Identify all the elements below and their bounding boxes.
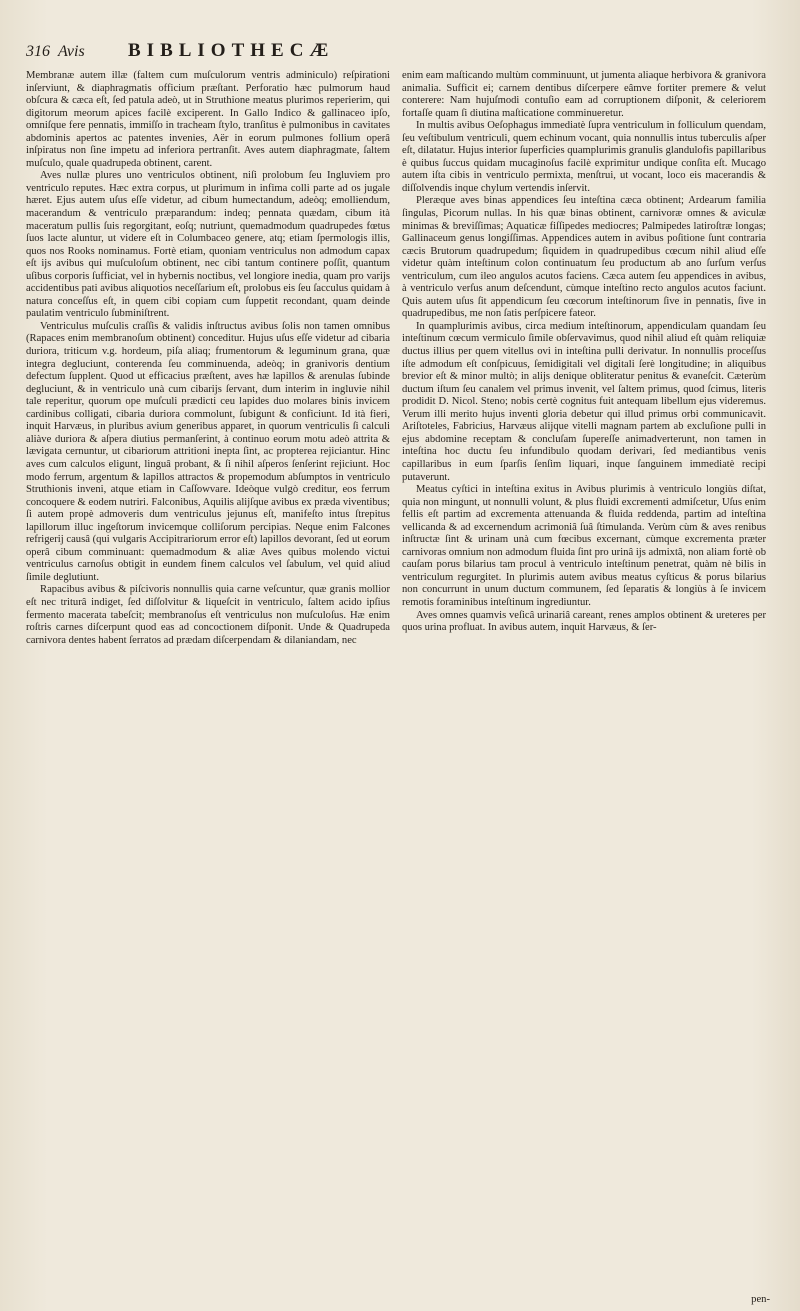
page-number: 316: [26, 43, 50, 60]
paragraph: enim eam maſticando multùm comminuunt, ut jumenta aliaque herbivora & granivora animalia. Sufficit ei; carnem dentibus diſcerpere eâmve fortiter premere & velut conterere: Nam hujuſmodi contuſio eam ad corruptionem diſponit, & celeriorem fortaſſe quam ſi diutina maſticatione comminueretur.: [402, 70, 766, 119]
paragraph: Pleræque aves binas appendices ſeu inteſtina cæca obtinent; Ardearum familia ſingulas, Picorum nullas. In his quæ binas obtinent, carnivoræ omnes & aviculæ minimas & breviſſimas; Aquaticæ fiſſipedes mediocres; Palmipedes latiroſtræ longas; Gallinaceum genus longiſſimas. Appendices autem in avibus poſitione ſunt contraria cæcis Brutorum quadrupedum; ſiquidem in quadrupedibus cœcum nihil aliud eſſe videtur quàm inteſtinum colon continuatum ſeu productum ab ano ſurſum verſus ventriculum, cum ileo angulos acutos faciens. Cæca autem ſeu appendices in avibus, à ventriculo verſus anum deſcendunt, cùmque inteſtino recto angulos acutos faciunt. Quis autem uſus ſit appendicum ſeu cœcorum inteſtinorum ſive in pennatis, ſive in quadrupedibus, me non ſatis perſpicere fateor.: [402, 195, 766, 320]
paragraph: Aves omnes quamvis veſicâ urinariâ careant, renes amplos obtinent & ureteres per quos urina profluat. In avibus autem, inquit Harvæus, & ſer-: [402, 609, 766, 634]
paragraph: Rapacibus avibus & piſcivoris nonnullis quia carne veſcuntur, quæ granis mollior eſt nec triturâ indiget, ſed diſſolvitur & liqueſcit in ventriculo, ſaltem acido ipſius fermento macerata tabeſcit; membranoſus eſt ventriculus non muſculoſus. Hæ enim roſtris carnes diſcerpunt quod eas ad concoctionem diſponit. Unde & Quadrupeda carnivora dentes habent ſerratos ad prædam diſcerpendam & dilaniandam, nec: [26, 584, 390, 646]
section-title: Avis: [58, 43, 85, 60]
catchword: pen-: [751, 1294, 770, 1305]
running-title: BIBLIOTHECÆ: [128, 40, 335, 61]
right-column: [402, 70, 766, 1305]
page-header: [26, 40, 778, 66]
paragraph: Membranæ autem illæ (faltem cum muſculorum ventris adminiculo) reſpirationi inſerviunt, & diaphragmatis officium præſtant. Perforatio hæc pulmorum haud obſcura & cæca eſt, ſed patula adeò, ut in Struthione meatus plurimos reperierim, qui digitorum meorum apices facilè exciperent. In Gallo Indico & gallinaceo ipſo, omniſque fere pennatis, immiſſo in tracheam ſtylo, tranſitus è pulmonibus in cavitates abdominis apertos ac patentes invenies, Aër in eorum pulmones follium operâ inſpiratus non ſine impetu ad inferiora pertranſit. Aves autem diaphragmate, ſaltem muſculo, quale quadrupeda obtinent, carent.: [26, 70, 390, 169]
paragraph: Ventriculus muſculis craſſis & validis inſtructus avibus ſolis non tamen omnibus (Rapaces enim membranoſum obtinent) conceditur. Hujus uſus eſſe videtur ad cibaria duriora, triticum v.g. hordeum, piſa aliaq; frumentorum & leguminum grana, quæ integra degluciunt, conterenda ſeu comminuenda, adeòq; in granivoris dentium defectum ſupplent. Quod ut efficacius præſtent, aves hæ lapillos & arenulas ſubinde degluciunt, & in ventriculo unà cum cibarijs ſervant, dum interim in ingluvie nihil tale reperitur, quorum ope muſculi prædicti ceu lapides duo molares binis invicem cardinibus colligati, cibaria duriora commolunt, ſubigunt & conficiunt. Id ità fieri, inquit Harvæus, in pluribus avium generibus apparet, in quorum ventriculis ſi calculi aliàve duriora & aſpera diutius permanſerint, à continuo eorum motu adeò attrita & lævigata cernuntur, ut cibariorum attritioni inepta ſint, ac propterea rejiciantur. Hinc aves cum calculos eligunt, linguâ probant, & ſi nihil aſperos ſenſerint rejiciunt. Hoc modo ferrum, argentum & lapillos attractos & propemodum abſumptos in ventriculo Struthionis inveni, atque etiam in Caſſowvare. Ideòque vulgò creditur, eos ferrum concoquere & eodem nutriri. Falconibus, Aquilis alijſque avibus ex præda viventibus; ſi autem propè admoveris dum ventriculus jejunus eſt, manifeſto intus ſtrepitus lapillorum illuc ingeſtorum invicemque colliſorum percipias. Neque enim Falcones refrigerij causâ (qui vulgaris Accipitrariorum error eſt) lapillos devorant, ſed ut eorum operâ cibum comminuant: quemadmodum & aliæ Aves quibus molendo victui ventriculus carnoſus obtigit in eundem finem calculos vel ſabulum, vel quid aliud ſimile deglutiunt.: [26, 320, 390, 583]
paragraph: In multis avibus Oeſophagus immediatè ſupra ventriculum in folliculum quendam, ſeu veſtibulum ventriculi, quem echinum vocant, quia nonnullis intus tuberculis aſper eſt, dilatatur. Hujus interior ſuperficies quamplurimis granulis glandulofis papillaribus è quibus ſuccus quidam mucaginoſus facilè exprimitur undique conſita eſt. Mucago autem iſta cibis in ventriculo permixta, menſtrui, ut vocant, loco eis macerandis & diſſolvendis inque chylum vertendis inſervit.: [402, 120, 766, 194]
left-column: [26, 70, 390, 1305]
paragraph: Aves nullæ plures uno ventriculos obtinent, niſi prolobum ſeu Ingluviem pro ventriculo reputes. Hæc extra corpus, ut plurimum in infima colli parte ad os jugale hæret. Ejus autem uſus eſſe videtur, ad cibum humectandum, adeòq; emolliendum, macerandum & ventriculo præparandum: indeq; pennata quædam, cibum ità maceratum pullis ſuis regorgitant, eoſq; nutriunt, quemadmodum quadrupedes fœtus ſuos lacte aluntur, ut videre eſt in Columbaceo genere, atq; etiam ſpermologis illis, quos nos Rooks nominamus. Fortè etiam, quoniam ventriculus non admodum capax eſt ijs avibus qui muſculoſum obtinent, nec cibi tantum continere poſſit, quantum uſibus corporis ſufficiat, vel in hybernis noctibus, vel longiore inedia, quam pro varijs accidentibus pati avibus aliquotios neceſſarium eſt, prolobus eis ſeu ſacculus quidam à natura conceſſus eſt, in quem cibi copiam cum ſuppetit recondant, quam deinde paulatim ventriculo ſubminiſtrent.: [26, 170, 390, 320]
text-columns: [26, 70, 778, 1305]
paragraph: Meatus cyſtici in inteſtina exitus in Avibus plurimis à ventriculo longiùs diſtat, quia non mingunt, ut nonnulli volunt, & plus fluidi excrementi admiſcetur, Uſus enim fellis eſt partim ad excrementa attenuanda & fluida reddenda, partim ad inteſtina vellicanda & ad excernendum acrimoniâ ſuâ ſtimulanda. Verùm cùm & aves renibus inſtructæ ſint & urinam unà cum fœcibus excernant, cùmque excrementa præter carnivoras omnium non admodum fluida ſint pro urinâ ijs admixtâ, non aliam fortè ob cauſam porus bilarius tam procul à ventriculo inteſtinum penetrat, quàm nè bilis in ventriculum regurgitet. In plurimis autem avibus meatus cyſticus & porus bilarius non concurrunt in unum ductum communem, ſed ſeparatis & longiùs à ſe invicem remotis foraminibus inteſtinum ingrediuntur.: [402, 484, 766, 608]
paragraph: In quamplurimis avibus, circa medium inteſtinorum, appendiculam quandam ſeu inteſtinum cœcum vermiculo ſimile obſervavimus, quod nihil aliud eſt quàm reliquiæ ductus illius per quem vitellus ovi in inteſtina pulli derivatur. In nonnullis proceſſus iſte admodum eſt conſpicuus, ſemidigitali vel digitali ſerè longitudine; in aliquibus brevior eſt & minor multò; in alijs denique obliteratur penitus & evaneſcit. Cæterùm ductum iſtum ſeu canalem vel primus invenit, vel ſaltem primus, quod ſcimus, literis prodidit D. Nicol. Steno; nobis certè cognitus fuit antequam libellum ejus videremus. Verum illi merito hujus inventi gloria debetur qui illud primus orbi communicavit. Ariſtoteles, Fabricius, Harvæus alijque vitelli magnam partem ab excluſione pulli in ejus abdomine receptam & concluſam ſupereſſe animadverterunt, non tamen in inteſtina hoc ductu ſeu infundibulo quodam derivari, ſed mediantibus venis capillaribus in eum ſparſis ſenſim liquari, inque ſanguinem immediatè recipi putaverunt.: [402, 320, 766, 483]
